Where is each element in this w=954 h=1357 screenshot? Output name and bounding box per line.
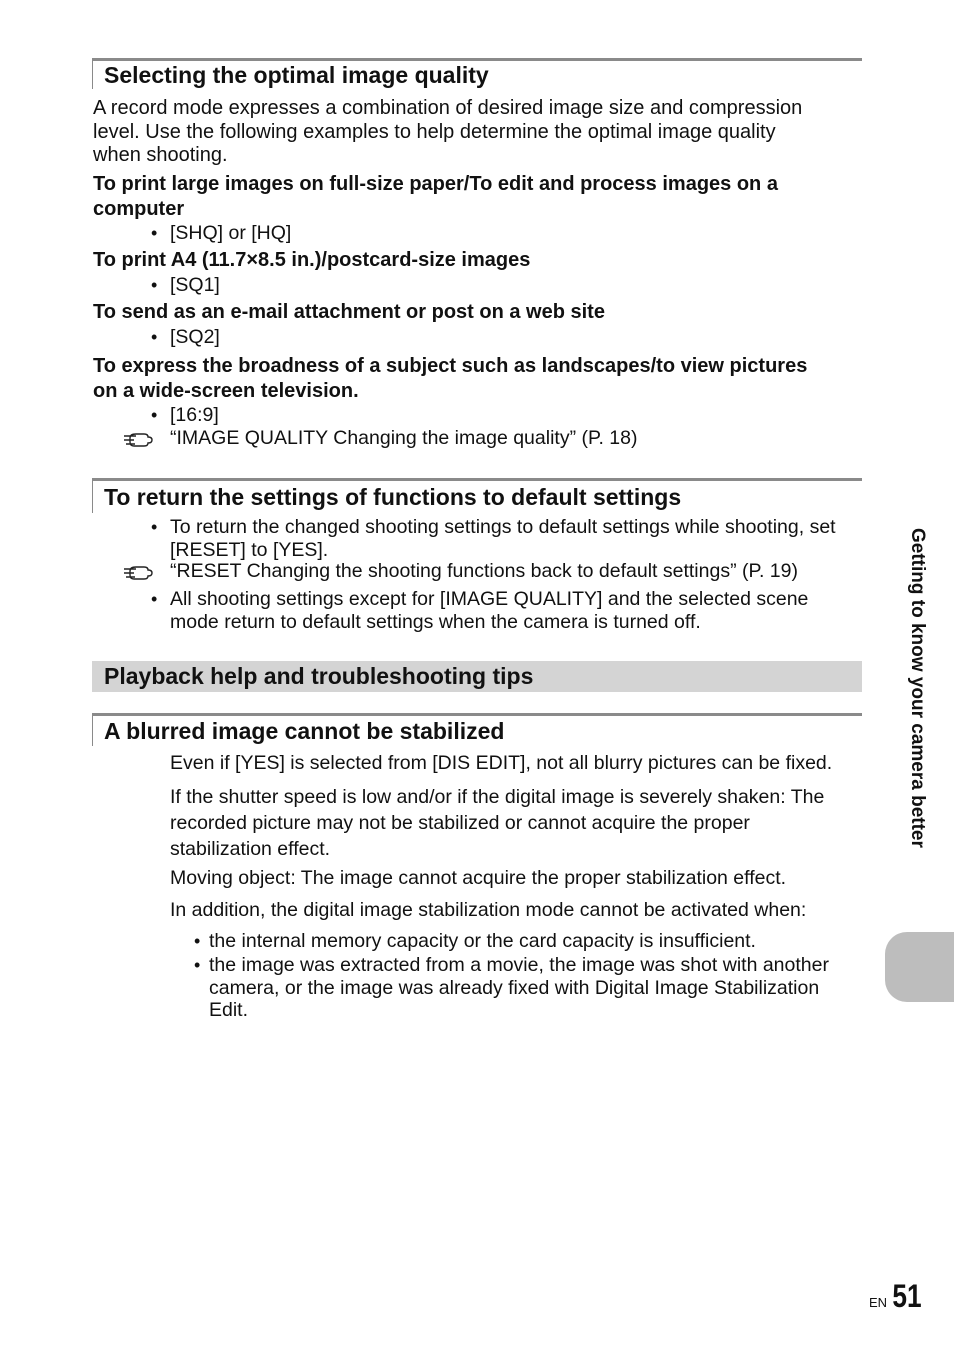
page-number: 51 (892, 1278, 922, 1314)
bullet-sq1: [SQ1] (170, 274, 220, 296)
paragraph-shutter-speed (170, 784, 824, 862)
bullet-dot: • (151, 405, 158, 425)
subheading-line: on a wide-screen television. (93, 379, 359, 402)
paragraph-line: stabilization effect. (170, 838, 331, 860)
bullet-sq2: [SQ2] (170, 326, 220, 348)
section-title: To return the settings of functions to default settings (104, 484, 682, 510)
band-title: Playback help and troubleshooting tips (104, 663, 534, 689)
paragraph-line: If the shutter speed is low and/or if the digital image is severely shaken: The (170, 786, 825, 808)
reference-image-quality: “IMAGE QUALITY Changing the image quality” (P. 18) (170, 427, 638, 449)
intro-line: level. Use the following examples to help determine the optimal image quality (93, 120, 776, 143)
pointing-hand-icon (122, 561, 156, 581)
reference-reset: “RESET Changing the shooting functions back to default settings” (P. 19) (170, 560, 798, 582)
language-label: EN (869, 1295, 888, 1310)
paragraph-line: recorded picture may not be stabilized or cannot acquire the proper (170, 812, 750, 834)
bullet-line: All shooting settings except for [IMAGE QUALITY] and the selected scene (170, 588, 809, 610)
bullet-dot: • (151, 223, 158, 243)
paragraph-in-addition: In addition, the digital image stabilization mode cannot be activated when: (170, 899, 807, 921)
bullet-line: [RESET] to [YES]. (170, 538, 329, 561)
bullet-dot: • (151, 275, 158, 295)
subheading-line: To print large images on full-size paper/To edit and process images on a (93, 173, 778, 195)
side-chapter-label: Getting to know your camera better (907, 528, 928, 848)
bullet-extracted-image (209, 954, 829, 1022)
bullet-dot: • (194, 931, 201, 951)
bullet-line: the image was extracted from a movie, the image was shot with another (209, 954, 829, 976)
subheading-a4-print: To print A4 (11.7×8.5 in.)/postcard-size images (93, 249, 531, 271)
bullet-line: To return the changed shooting settings to default settings while shooting, set (170, 516, 836, 538)
subheading-line: To express the broadness of a subject such as landscapes/to view pictures (93, 355, 808, 377)
bullet-line: Edit. (209, 999, 249, 1021)
intro-line: when shooting. (93, 144, 228, 166)
paragraph-moving-object: Moving object: The image cannot acquire the proper stabilization effect. (170, 867, 787, 889)
bullet-reset-instruction (170, 516, 836, 561)
bullet-dot: • (151, 589, 158, 609)
bullet-line: camera, or the image was already fixed with Digital Image Stabilization (209, 976, 820, 999)
section-title: Selecting the optimal image quality (104, 62, 489, 88)
chapter-tab (885, 932, 954, 1002)
section-heading-reset (92, 478, 862, 513)
paragraph-dis-edit: Even if [YES] is selected from [DIS EDIT], not all blurry pictures can be fixed. (170, 752, 833, 774)
pointing-hand-icon (122, 428, 156, 448)
section-heading-image-quality (92, 58, 862, 89)
subheading-large-print (93, 172, 778, 221)
intro-paragraph (93, 97, 802, 168)
subheading-email: To send as an e-mail attachment or post on a web site (93, 301, 605, 323)
bullet-16-9: [16:9] (170, 404, 219, 426)
section-title: A blurred image cannot be stabilized (104, 718, 505, 744)
bullet-shq-hq: [SHQ] or [HQ] (170, 222, 292, 244)
intro-line: A record mode expresses a combination of desired image size and compression (93, 97, 803, 119)
bullet-line: mode return to default settings when the camera is turned off. (170, 610, 701, 633)
bullet-reset-note (170, 588, 808, 633)
playback-help-band (92, 661, 862, 692)
bullet-memory-capacity: the internal memory capacity or the card capacity is insufficient. (209, 930, 756, 952)
subheading-widescreen (93, 354, 807, 403)
section-heading-blurred (92, 713, 862, 746)
bullet-dot: • (194, 955, 201, 975)
subheading-line: computer (93, 197, 185, 220)
bullet-dot: • (151, 517, 158, 537)
bullet-dot: • (151, 327, 158, 347)
